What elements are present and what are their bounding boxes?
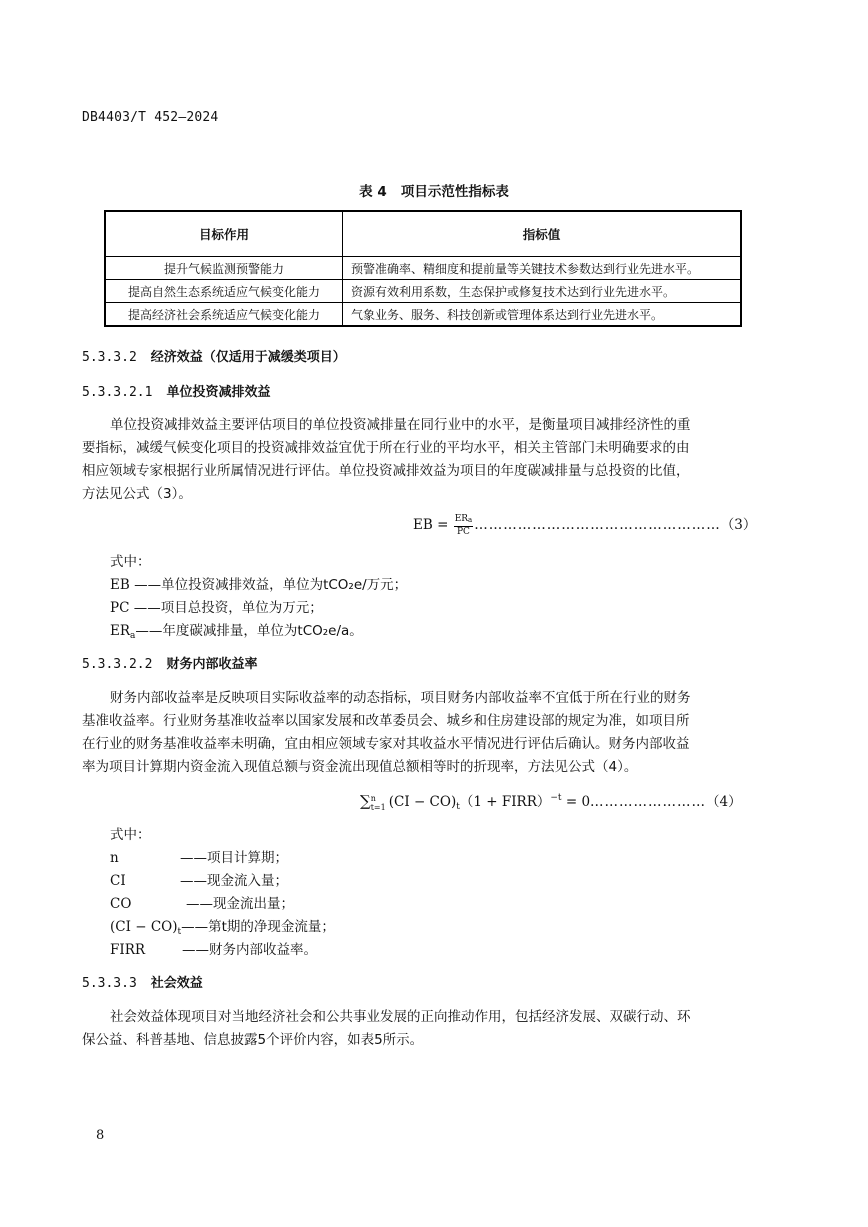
variable-symbol: CO (110, 896, 132, 912)
table-cell-indicator: 预警准确率、精细度和提前量等关键技术参数达到行业先进水平。 (343, 257, 742, 280)
variable-description: ——年度碳减排量，单位为tCO₂e/a。 (135, 623, 363, 639)
variable-description: ——财务内部收益率。 (182, 942, 317, 958)
paragraph-line: 单位投资减排效益主要评估项目的单位投资减排量在同行业中的水平，是衡量项目减排经济性的重 (110, 417, 691, 433)
where-label: 式中： (110, 554, 151, 570)
sum-upper-limit: n (370, 793, 376, 803)
section-heading-social-benefit (82, 972, 203, 991)
formula-4 (360, 790, 742, 812)
paragraph-line: 在行业的财务基准收益率未明确，宜由相应领域专家对其收益水平情况进行评估后确认。财务内部收益 (82, 736, 690, 752)
section-heading-economic-benefit (82, 346, 346, 365)
formula-fraction (454, 514, 474, 538)
formula-3 (413, 513, 756, 538)
paragraph-line: 保公益、科普基地、信息披露5个评价内容，如表5所示。 (82, 1032, 424, 1048)
variable-definition (110, 938, 317, 958)
table-cell-indicator: 气象业务、服务、科技创新或管理体系达到行业先进水平。 (343, 303, 742, 327)
table-row (105, 257, 741, 280)
variable-description: ——现金流入量； (180, 873, 288, 889)
variable-subscript: t (177, 927, 182, 937)
paragraph-line: 要指标，减缓气候变化项目的投资减排效益宜优于所在行业的平均水平，相关主管部门未明确要求的由 (82, 440, 690, 456)
paragraph-line: 率为项目计算期内资金流入现值总额与资金流出现值总额相等时的折现率，方法见公式（4）。 (82, 759, 638, 775)
table-header-row (105, 211, 741, 257)
indicator-table (104, 210, 742, 327)
paragraph-line: 社会效益体现项目对当地经济社会和公共事业发展的正向推动作用，包括经济发展、双碳行动、环 (110, 1009, 691, 1025)
table-row (105, 303, 741, 327)
section-number: 5.3.3.2 (82, 350, 137, 365)
formula-tag: （4） (706, 794, 742, 810)
section-title: 社会效益 (150, 976, 203, 991)
variable-description: ——单位投资减排效益，单位为tCO₂e/万元； (129, 577, 408, 593)
table-cell-goal: 提高自然生态系统适应气候变化能力 (105, 280, 343, 303)
formula-tag: （3） (720, 517, 757, 533)
variable-description: ——项目总投资，单位为万元； (129, 600, 323, 616)
column-header-goal: 目标作用 (105, 211, 343, 257)
sum-symbol: ∑ (360, 792, 371, 810)
variable-definition (110, 596, 323, 616)
variable-definition (110, 619, 363, 641)
paragraph-line: 基准收益率。行业财务基准收益率以国家发展和改革委员会、城乡和住房建设部的规定为准，如项目所 (82, 713, 690, 729)
variable-symbol: PC (110, 600, 130, 616)
section-number: 5.3.3.3 (82, 976, 137, 991)
paragraph-line: 相应领域专家根据行业所属情况进行评估。单位投资减排效益为项目的年度碳减排量与总投资的比值， (82, 463, 690, 479)
section-heading-firr (82, 653, 257, 672)
table-cell-goal: 提升气候监测预警能力 (105, 257, 343, 280)
section-title: 财务内部收益率 (166, 657, 258, 672)
section-heading-unit-investment (82, 381, 270, 400)
section-number: 5.3.3.2.1 (82, 385, 153, 400)
variable-definition (110, 846, 288, 866)
numerator-subscript: a (468, 515, 473, 524)
body-subscript: t (456, 802, 460, 812)
variable-symbol: (CI − CO) (110, 919, 178, 935)
variable-description: ——第t期的净现金流量； (181, 919, 335, 935)
variable-symbol: CI (110, 873, 126, 889)
formula-rhs: = 0 (561, 794, 591, 810)
sum-lower-limit: t=1 (370, 802, 386, 812)
leader-dots: …………………… (590, 794, 707, 810)
variable-symbol: n (110, 850, 119, 866)
where-label: 式中： (110, 827, 151, 843)
table-cell-goal: 提高经济社会系统适应气候变化能力 (105, 303, 343, 327)
variable-symbol: EB (110, 577, 130, 593)
variable-definition (110, 915, 335, 937)
variable-description: ——现金流出量； (186, 896, 294, 912)
section-title: 经济效益（仅适用于减缓类项目） (150, 350, 346, 365)
section-number: 5.3.3.2.2 (82, 657, 153, 672)
variable-definition (110, 869, 288, 889)
discount-factor: （1 + FIRR） (459, 794, 551, 810)
leader-dots: …………………………………………… (474, 517, 721, 533)
table-cell-indicator: 资源有效利用系数，生态保护或修复技术达到行业先进水平。 (343, 280, 742, 303)
sum-limits (371, 794, 386, 812)
table-caption: 表 4 项目示范性指标表 (359, 184, 509, 200)
page-number: 8 (96, 1128, 105, 1143)
formula-lhs: EB = (413, 517, 449, 533)
section-title: 单位投资减排效益 (166, 385, 271, 400)
variable-definition (110, 892, 294, 912)
exponent: −t (550, 793, 562, 803)
formula-body: (CI − CO) (388, 794, 457, 810)
document-code: DB4403/T 452—2024 (82, 110, 219, 125)
fraction-numerator: ER (454, 513, 469, 524)
paragraph-line: 财务内部收益率是反映项目实际收益率的动态指标，项目财务内部收益率不宜低于所在行业的财务 (110, 690, 691, 706)
variable-symbol: FIRR (110, 942, 146, 958)
variable-definition (110, 573, 407, 593)
paragraph-line: 方法见公式（3）。 (82, 486, 192, 502)
variable-description: ——项目计算期； (180, 850, 288, 866)
table-row (105, 280, 741, 303)
variable-subscript: a (130, 631, 136, 641)
column-header-indicator: 指标值 (343, 211, 742, 257)
variable-symbol: ER (110, 623, 131, 639)
fraction-denominator: PC (456, 526, 470, 537)
